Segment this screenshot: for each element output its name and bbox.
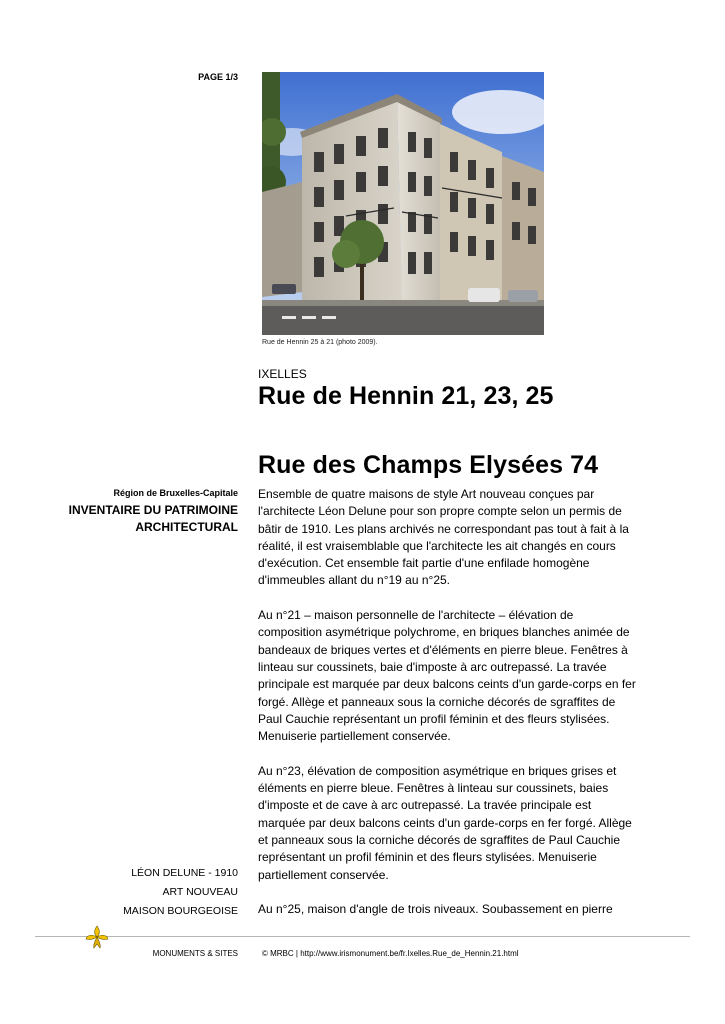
tag-architect: LÉON DELUNE - 1910 bbox=[131, 867, 238, 879]
paragraph: Au n°25, maison d'angle de trois niveaux. Soubassement en pierre bbox=[258, 902, 613, 917]
photo-caption: Rue de Hennin 25 à 21 (photo 2009). bbox=[262, 339, 378, 346]
inventaire-line-1: INVENTAIRE DU PATRIMOINE bbox=[68, 503, 238, 517]
inventaire-line-2: ARCHITECTURAL bbox=[135, 520, 238, 534]
tag-type: MAISON BOURGEOISE bbox=[123, 905, 238, 917]
inventaire-heading bbox=[30, 502, 238, 536]
tag-style: ART NOUVEAU bbox=[162, 886, 238, 898]
footer-copyright-link[interactable]: © MRBC | http://www.irismonument.be/fr.Ixelles.Rue_de_Hennin.21.html bbox=[262, 949, 519, 958]
footer-divider bbox=[35, 936, 690, 937]
paragraph: Au n°21 – maison personnelle de l'architecte – élévation de composition asymétrique polychrome, en briques blanches animée de bandeaux de briques vertes et d'éléments en pierre bleue. Fenêtres à linteau sur coussinets, baie d'imposte à arc outrepassé. La travée principale est marquée par deux balcons ceints d'un garde-corps en fer forgé. Allège et panneaux sous la corniche décorés de sgraffites de Paul Cauchie représentant un profil féminin et des fleurs stylisées. Menuiserie partiellement conservée. bbox=[258, 608, 636, 744]
address-title-1: Rue de Hennin 21, 23, 25 bbox=[258, 382, 554, 410]
paragraph: Au n°23, élévation de composition asymétrique en briques grises et éléments en pierre bleue. Fenêtres à linteau sur coussinets, baies d'imposte et de cave à arc outrepassé. La travée principale est marquée par deux balcons ceints d'un garde-corps en fer forgé. Allège et panneaux sous la corniche décorés de sgraffites de Paul Cauchie représentant un profil féminin et des fleurs stylisées. Menuiserie partiellement conservée. bbox=[258, 763, 632, 882]
footer-monuments-label: MONUMENTS & SITES bbox=[152, 949, 238, 958]
description-body bbox=[258, 486, 638, 936]
address-title-2: Rue des Champs Elysées 74 bbox=[258, 451, 599, 479]
tag-list bbox=[30, 864, 238, 921]
building-photo bbox=[262, 72, 544, 335]
page-number: PAGE 1/3 bbox=[198, 72, 238, 82]
paragraph: Ensemble de quatre maisons de style Art nouveau conçues par l'architecte Léon Delune pour son propre compte selon un permis de bâtir de 1910. Les plans archivés ne correspondant pas tout à fait à la réalité, il est vraisemblable que l'architecte les ait changés en cours d'exécution. Cet ensemble fait partie d'une enfilade homogène d'immeubles allant du n°19 au n°25. bbox=[258, 487, 629, 588]
region-label: Région de Bruxelles-Capitale bbox=[113, 488, 238, 498]
commune-label: IXELLES bbox=[258, 367, 307, 381]
